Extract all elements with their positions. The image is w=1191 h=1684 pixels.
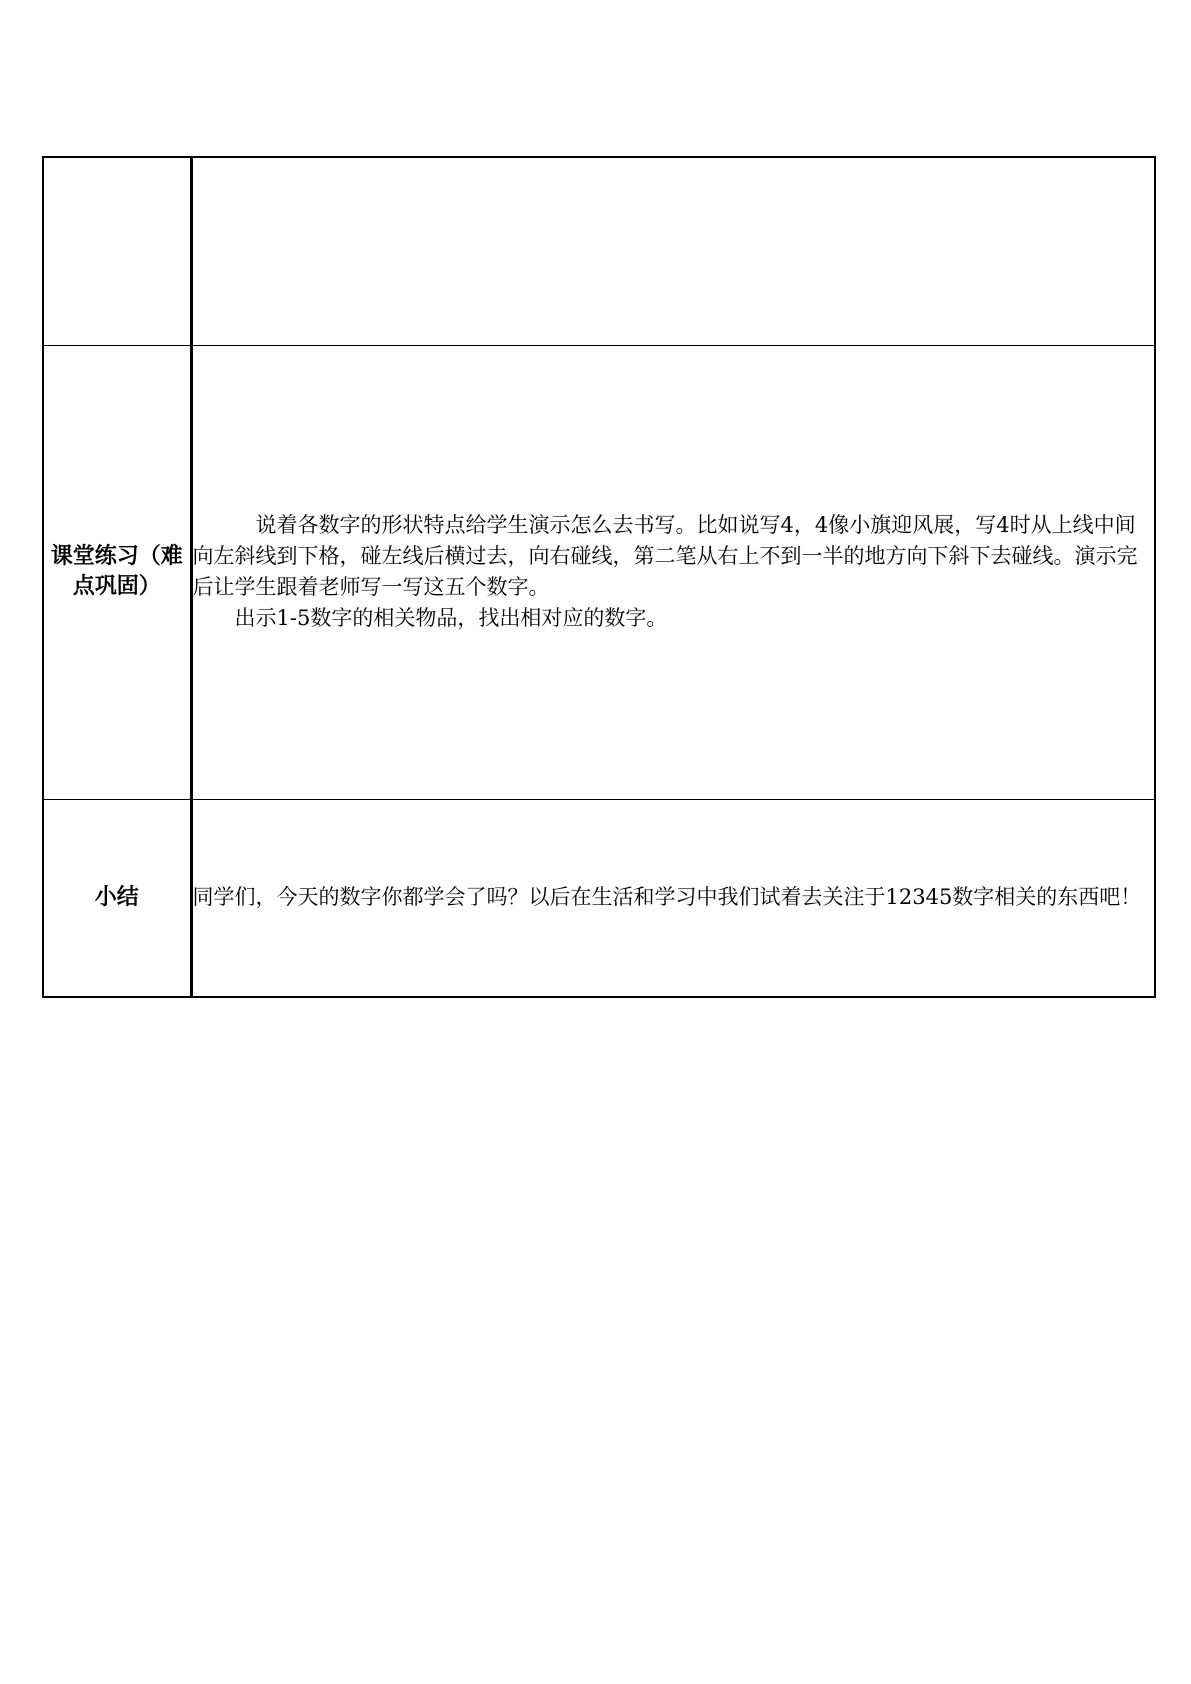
row-label-cell bbox=[43, 345, 191, 799]
row-label-cell bbox=[43, 157, 191, 345]
row-label-cell bbox=[43, 799, 191, 997]
row-label-text: 课堂练习（难点巩固） bbox=[50, 544, 183, 599]
row-content-cell bbox=[191, 799, 1155, 997]
row-label-text: 小结 bbox=[94, 884, 139, 910]
table-row bbox=[43, 799, 1155, 997]
lesson-plan-table bbox=[42, 156, 1156, 998]
table-row bbox=[43, 345, 1155, 799]
table-row bbox=[43, 157, 1155, 345]
row-content-cell bbox=[191, 157, 1155, 345]
content-paragraph: 同学们，今天的数字你都学会了吗？以后在生活和学习中我们试着去关注于12345数字相关的东西吧！ bbox=[192, 885, 1142, 910]
content-paragraph: 说着各数字的形状特点给学生演示怎么去书写。比如说写4，4像小旗迎风展，写4时从上线中间向左斜线到下格，碰左线后横过去，向右碰线，第二笔从右上不到一半的地方向下斜下去碰线。演示完后让学生跟着老师写一写这五个数字。 bbox=[192, 513, 1138, 599]
content-paragraph: 出示1-5数字的相关物品，找出相对应的数字。 bbox=[234, 606, 668, 630]
row-content-cell bbox=[191, 345, 1155, 799]
